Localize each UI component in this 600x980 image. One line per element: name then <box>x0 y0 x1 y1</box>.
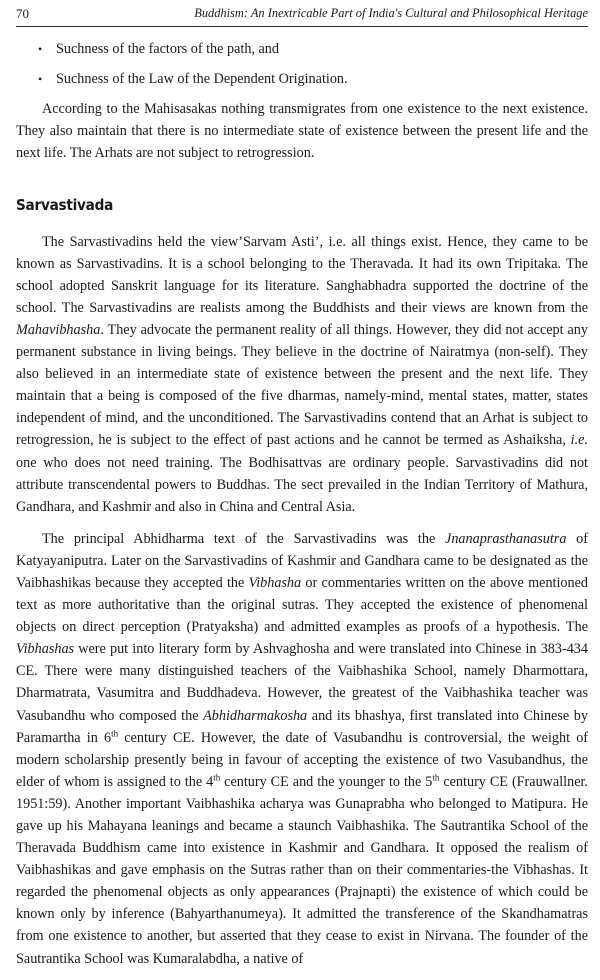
text-run: The Sarvastivadins held the view’Sarvam Asti’, i.e. all things exist. Hence, they came to be known as Sarvastivadins. It is a school belonging to the Theravada. It had its own Tripitaka. The school adopted Sanskrit language for its literature. Sanghabhadra supported the doctrine of the school. The Sarvastivadins are realists among the Buddhists and their views are known from the <box>16 233 588 316</box>
text-run: The principal Abhidharma text of the Sarvastivadins was the <box>42 530 446 547</box>
page-header <box>16 2 588 27</box>
italic-term: i.e. <box>570 432 588 449</box>
bullet-list <box>16 38 588 90</box>
superscript: th <box>111 727 119 738</box>
text-run: were put into literary form by Ashvaghosha and were translated into Chinese in 383-434 CE. There were many distinguished teachers of the Vaibhashika School, namely Dharmottara, Dharmatrata, Vasumitra and Buddhadeva. However, the greatest of the Vaibhashika teacher was Vasubandhu who composed the <box>16 641 588 724</box>
bullet-icon: • <box>38 42 43 56</box>
text-run: . They advocate the permanent reality of all things. However, they did not accept any permanent substance in living beings. They believe in the doctrine of Nairatmya (non-self). They also believed in an intermediate state of existence between the present and the next life. They maintain that a being is composed of the five dharmas, namely-mind, mental states, matter, states independent of mind, and the unconditioned. The Sarvastivadins contend that an Arhat is subject to retrogression, he is subject to the effect of past actions and he cannot be termed as Ashaiksha, <box>16 321 588 449</box>
list-item <box>38 38 588 60</box>
italic-term: Vibhasha <box>248 574 302 591</box>
italic-term: Jnanaprasthanasutra <box>445 530 567 547</box>
page-number: 70 <box>16 6 29 21</box>
bullet-icon: • <box>38 72 43 87</box>
paragraph-mahisasakas: According to the Mahisasakas nothing transmigrates from one existence to the next existence. They also maintain that there is no intermediate state of existence between the present life and the next life. The Arhats are not subject to retrogression. <box>16 101 588 162</box>
bullet-text: Suchness of the Law of the Dependent Origination. <box>56 71 348 88</box>
text-run: or commentaries written on the above mentioned text as more authoritative than the original sutras. They accepted the existence of phenomenal objects on direct perception (Pratyaksha) and admitted examples as proofs of a hypothesis. The <box>16 574 588 636</box>
paragraph-abhidharma <box>16 528 588 970</box>
section-heading: Sarvastivada <box>16 196 114 215</box>
page-body <box>16 38 588 980</box>
text-run: of Katyayaniputra. Later on the Sarvastivadins of Kashmir and Gandhara came to be designated as the Vaibhashikas because they accepted the <box>16 530 588 591</box>
superscript: th <box>432 772 440 783</box>
bullet-text: Suchness of the factors of the path, and <box>56 41 279 57</box>
paragraph-sarvastivadins <box>16 231 588 518</box>
text-run: century CE (Frauwallner. 1951:59). Another important Vaibhashika acharya was Gunaprabha who belonged to Matipura. He gave up his Mahayana leanings and became a staunch Vaibhashika. The Sautrantika School of the Theravada Buddhism came into existence in Kashmir and Gandhara. It opposed the realism of Vaibhashikas and gave emphasis on the Sutras rather than on their commentaries-the Vibhashas. It regarded the phenomenal objects as only appearances (Prajnapti) the existence of which could be known only by inference (Bahyarthanumeya). It admitted the transference of the Skandhamatras from one existence to another, but asserted that they cease to exist in Nirvana. The founder of the Sautrantika School was Kumaralabdha, a native of <box>16 773 588 967</box>
text-run: one who does not need training. The Bodhisattvas are ordinary people. Sarvastivadins did not attribute transcendental powers to Buddhas. The sect prevailed in the Indian Territory of Mathura, Gandhara, and Kashmir and also in China and Central Asia. <box>16 454 588 515</box>
text-run: century CE and the younger to the 5 <box>220 773 433 790</box>
italic-term: Mahavibhasha <box>16 321 101 338</box>
text-run: and its bhashya, first translated into Chinese by Paramartha in 6 <box>16 707 588 746</box>
list-item <box>38 68 588 90</box>
superscript: th <box>213 772 221 783</box>
italic-term: Vibhashas <box>16 641 75 658</box>
italic-term: Abhidharmakosha <box>203 707 308 724</box>
text-run: century CE. However, the date of Vasubandhu is controversial, the weight of modern scholarship presently being in favour of accepting the existence of two Vasubandhus, the elder of whom is assigned to the 4 <box>16 729 589 790</box>
running-title: Buddhism: An Inextricable Part of India's Cultural and Philosophical Heritage <box>194 6 588 20</box>
